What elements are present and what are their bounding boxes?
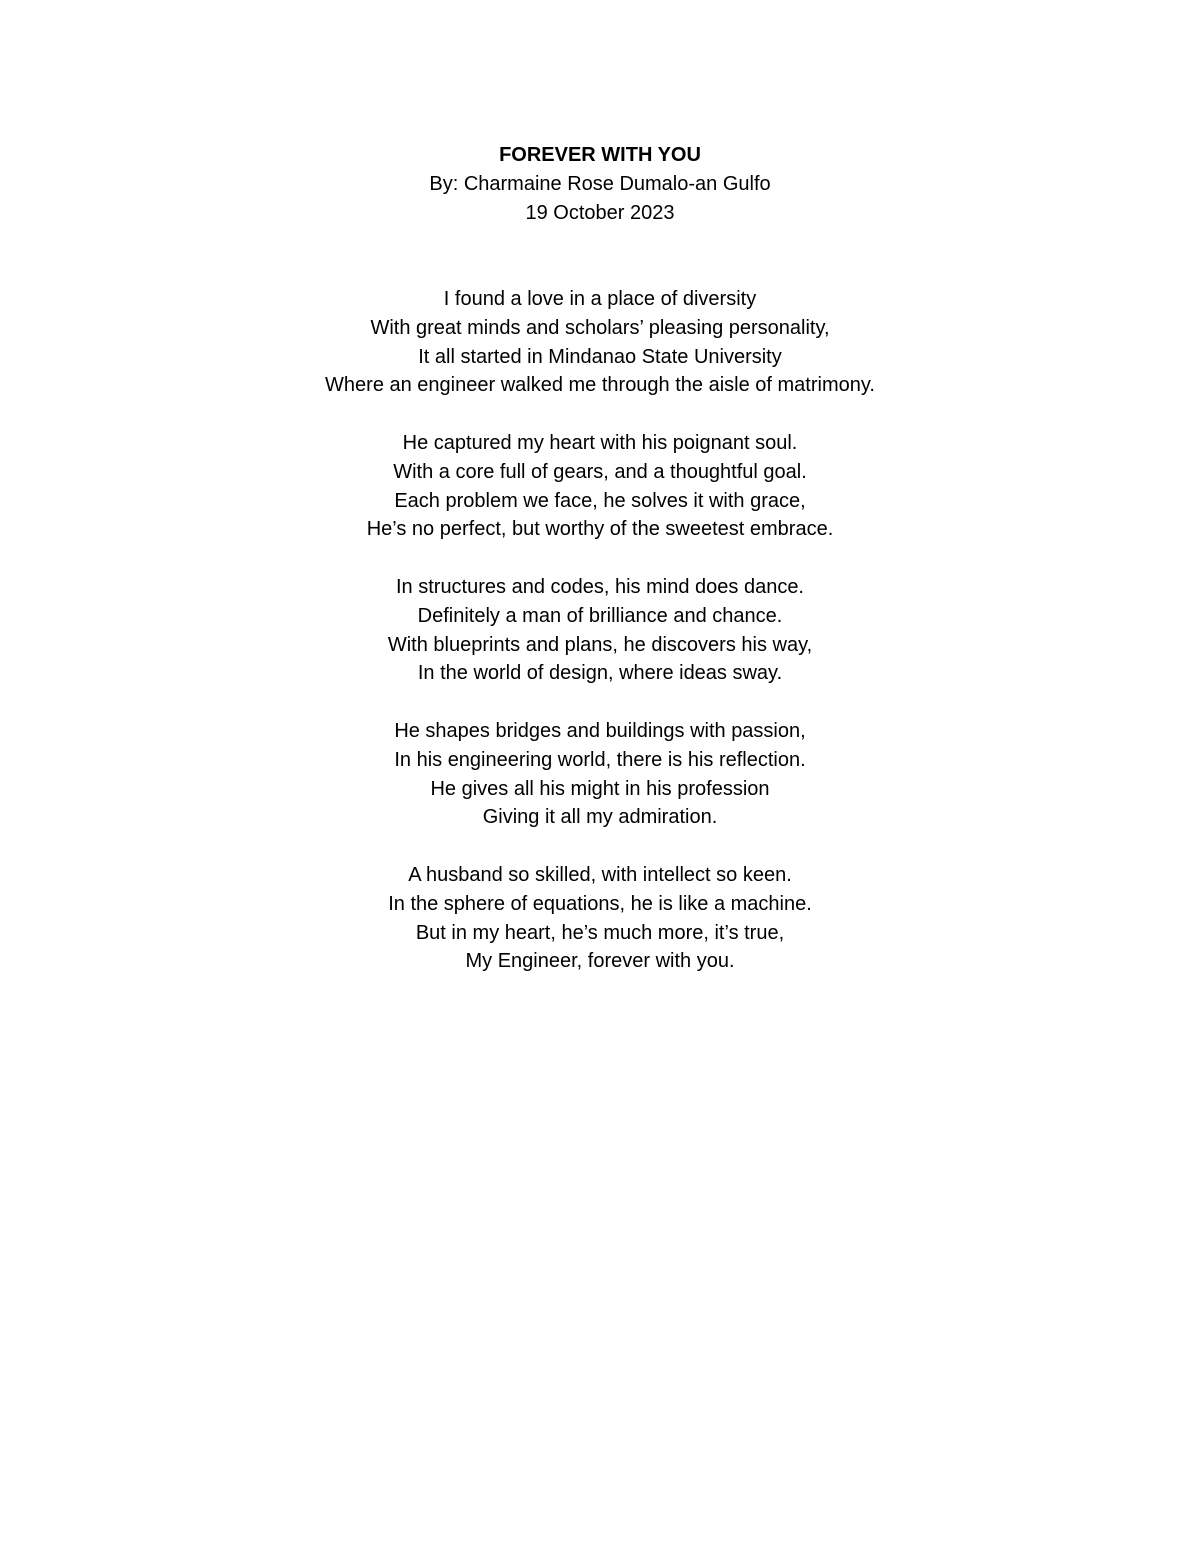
poem-line: In the sphere of equations, he is like a machine. — [388, 892, 812, 915]
poem-author: By: Charmaine Rose Dumalo-an Gulfo — [429, 172, 771, 195]
stanza-4 — [0, 717, 1200, 832]
poem-line: My Engineer, forever with you. — [465, 950, 735, 973]
stanza-break — [0, 544, 1200, 573]
poem-title: FOREVER WITH YOU — [499, 144, 701, 166]
stanza-break — [0, 688, 1200, 717]
stanza-3 — [0, 573, 1200, 688]
poem-line: In structures and codes, his mind does dance. — [395, 575, 804, 598]
stanza-1 — [0, 285, 1200, 400]
poem-line: He shapes bridges and buildings with passion, — [394, 719, 806, 742]
poem-line: He gives all his might in his profession — [430, 777, 770, 800]
poem-line: A husband so skilled, with intellect so keen. — [408, 863, 792, 886]
poem — [0, 141, 1200, 976]
poem-line: With great minds and scholars’ pleasing personality, — [370, 316, 830, 339]
poem-line: Definitely a man of brilliance and chance. — [417, 604, 783, 627]
poem-line: But in my heart, he’s much more, it’s true, — [415, 921, 785, 944]
poem-line: With a core full of gears, and a thoughtful goal. — [393, 460, 807, 483]
poem-line: Giving it all my admiration. — [482, 806, 718, 829]
poem-line: He’s no perfect, but worthy of the sweetest embrace. — [366, 518, 834, 541]
poem-line: He captured my heart with his poignant soul. — [402, 431, 798, 454]
poem-line: With blueprints and plans, he discovers his way, — [387, 633, 813, 656]
stanza-2 — [0, 429, 1200, 544]
poem-line: Each problem we face, he solves it with grace, — [394, 489, 806, 512]
spacer — [0, 227, 1200, 256]
stanza-break — [0, 400, 1200, 429]
poem-line: Where an engineer walked me through the aisle of matrimony. — [325, 374, 875, 397]
poem-line: I found a love in a place of diversity — [443, 287, 757, 310]
poem-line: It all started in Mindanao State University — [418, 345, 782, 368]
poem-line: In his engineering world, there is his reflection. — [394, 748, 806, 771]
stanza-break — [0, 832, 1200, 861]
stanza-5 — [0, 861, 1200, 976]
spacer — [0, 256, 1200, 285]
poem-date: 19 October 2023 — [525, 201, 675, 224]
poem-line: In the world of design, where ideas sway. — [417, 662, 783, 685]
